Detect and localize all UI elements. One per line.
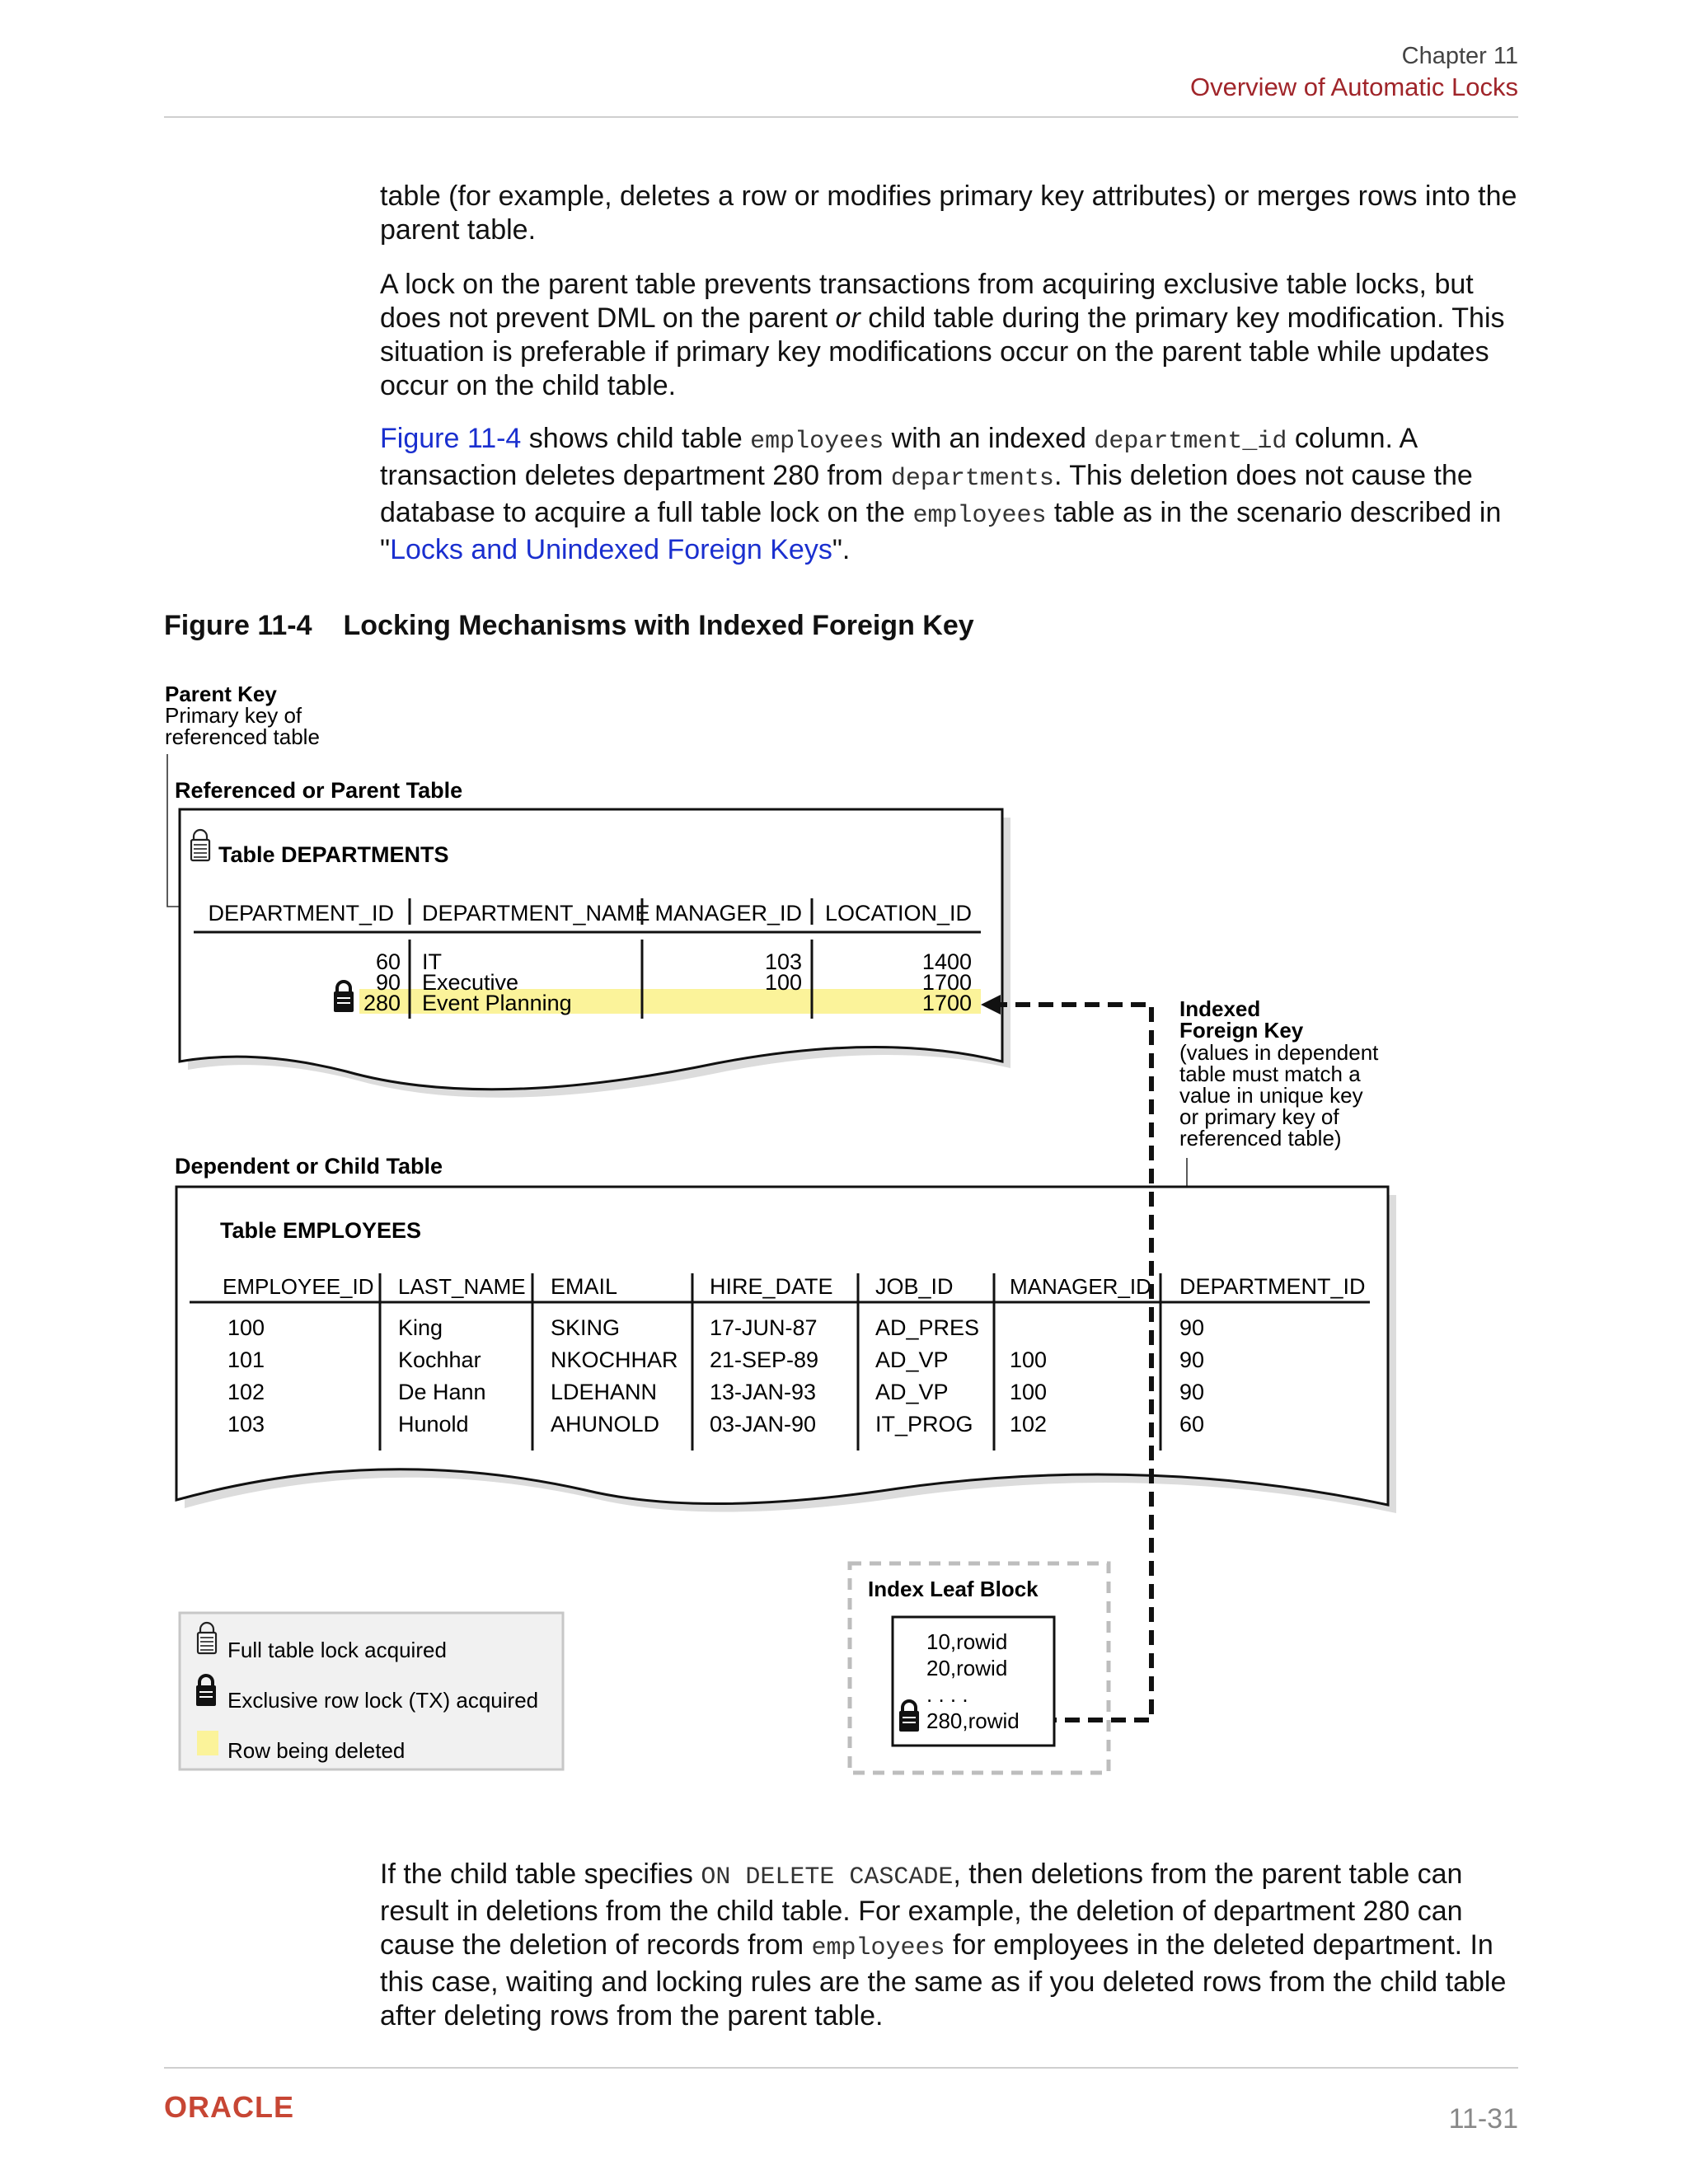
dept-cell: 103 (764, 949, 802, 974)
figure-title: Figure 11-4 Locking Mechanisms with Indexed Foreign Key (164, 610, 974, 641)
emp-cell: 60 (1179, 1412, 1205, 1436)
emp-cell: AD_VP (875, 1347, 949, 1372)
emp-cell: 101 (227, 1347, 265, 1372)
departments-title: Table DEPARTMENTS (218, 842, 449, 867)
col-department-id: DEPARTMENT_ID (208, 901, 394, 926)
legend-row-lock: Exclusive row lock (TX) acquired (227, 1688, 539, 1713)
paragraph-3: Figure 11-4 shows child table employees with an indexed department_id column. A transaction deletes department 280 from departments. This deletion does not cause the database to acquire a full table lock on the employees table as in the scenario described in "Locks and Unindexed Foreign Keys". (380, 423, 1502, 565)
fk-title-1: Indexed (1179, 996, 1261, 1021)
index-entry: 280,rowid (926, 1708, 1020, 1733)
emp-col-header: MANAGER_ID (1010, 1274, 1151, 1299)
code-employees-2: employees (912, 502, 1047, 530)
oracle-logo (164, 2093, 345, 2121)
index-entry: 10,rowid (926, 1629, 1008, 1654)
emp-col-header: JOB_ID (875, 1274, 954, 1299)
emp-col-header: EMPLOYEE_ID (223, 1274, 374, 1299)
footer-divider (164, 2067, 1518, 2069)
dept-cell: 1700 (921, 970, 972, 995)
emp-cell: LDEHANN (551, 1380, 658, 1404)
legend-highlight-swatch (197, 1731, 218, 1755)
fk-note-line: table must match a (1179, 1062, 1361, 1086)
paragraph-2: A lock on the parent table prevents transactions from acquiring exclusive table locks, but does not prevent DML on the parent or child table during the primary key modification. This situation is preferable if primary key modifications occur on the parent table while updates occur on the child table. (380, 269, 1505, 401)
emp-cell: 17-JUN-87 (710, 1315, 818, 1340)
section-title[interactable]: Overview of Automatic Locks (1190, 73, 1518, 101)
index-leaf-title: Index Leaf Block (868, 1577, 1039, 1601)
emp-cell: 102 (1010, 1412, 1048, 1436)
fk-note-line: value in unique key (1179, 1083, 1363, 1108)
code-employees-3: employees (811, 1934, 945, 1962)
emp-col-header: HIRE_DATE (710, 1274, 833, 1299)
unindexed-fk-link[interactable]: Locks and Unindexed Foreign Keys (390, 534, 832, 565)
emp-cell: 100 (227, 1315, 265, 1340)
emp-cell: 13-JAN-93 (710, 1380, 817, 1404)
index-entry: . . . . (926, 1682, 968, 1707)
fk-note-line: or primary key of (1179, 1104, 1339, 1129)
chapter-label: Chapter 11 (1401, 43, 1518, 69)
parent-key-line2: referenced table (165, 724, 320, 749)
emp-cell: 90 (1179, 1315, 1205, 1340)
code-departments: departments (890, 465, 1054, 493)
dept-cell: 100 (764, 970, 802, 995)
emp-cell: 21-SEP-89 (710, 1347, 819, 1372)
employees-title: Table EMPLOYEES (220, 1218, 422, 1243)
page-number: 11-31 (1448, 2103, 1518, 2135)
svg-text:ORACLE: ORACLE (164, 2093, 294, 2121)
code-on-delete-cascade: ON DELETE CASCADE (701, 1863, 954, 1891)
figure-link[interactable]: Figure 11-4 (380, 423, 522, 454)
parent-table-label: Referenced or Parent Table (175, 778, 463, 803)
fk-note-line: (values in dependent (1179, 1040, 1379, 1065)
emp-cell: AHUNOLD (551, 1412, 660, 1436)
emp-cell: De Hann (398, 1380, 486, 1404)
code-department-id: department_id (1094, 428, 1287, 456)
index-entry: 20,rowid (926, 1656, 1008, 1680)
dept-cell-deleted: 1700 (921, 991, 972, 1015)
dept-cell: IT (422, 949, 442, 974)
legend-full-lock: Full table lock acquired (227, 1638, 447, 1662)
dept-cell: 1400 (921, 949, 972, 974)
legend-deleted: Row being deleted (227, 1738, 406, 1763)
emp-cell: 100 (1010, 1347, 1048, 1372)
emp-cell: 100 (1010, 1380, 1048, 1404)
emp-cell: 03-JAN-90 (710, 1412, 817, 1436)
emp-col-header: LAST_NAME (398, 1274, 526, 1299)
dept-cell: 90 (375, 970, 401, 995)
dept-cell: Executive (422, 970, 519, 995)
emp-cell: Hunold (398, 1412, 469, 1436)
dept-cell-deleted: 280 (363, 991, 401, 1015)
emp-cell: 103 (227, 1412, 265, 1436)
emp-cell: 90 (1179, 1347, 1205, 1372)
paragraph-4: If the child table specifies ON DELETE CASCADE, then deletions from the parent table can result in deletions from the child table. For example, the deletion of department 280 can cause the deletion of records from employees for employees in the deleted department. In this case, waiting and locking rules are the same as if you deleted rows from the child table after deleting rows from the parent table. (380, 1858, 1507, 2032)
col-department-name: DEPARTMENT_NAME (422, 901, 650, 926)
emp-cell: 102 (227, 1380, 265, 1404)
col-location-id: LOCATION_ID (824, 901, 972, 926)
emp-cell: Kochhar (398, 1347, 481, 1372)
col-manager-id: MANAGER_ID (654, 901, 802, 926)
code-employees: employees (750, 428, 884, 456)
emp-col-header: EMAIL (551, 1274, 618, 1299)
emp-cell: IT_PROG (875, 1412, 973, 1436)
paragraph-1: table (for example, deletes a row or modifies primary key attributes) or merges rows into the parent table. (380, 180, 1517, 246)
emp-col-header: DEPARTMENT_ID (1179, 1274, 1366, 1299)
emp-cell: AD_VP (875, 1380, 949, 1404)
emp-cell: AD_PRES (875, 1315, 980, 1340)
emp-cell: King (398, 1315, 443, 1340)
parent-key-title: Parent Key (165, 682, 277, 706)
emp-cell: SKING (551, 1315, 621, 1340)
emp-cell: 90 (1179, 1380, 1205, 1404)
fk-note-line: referenced table) (1179, 1126, 1342, 1151)
dept-cell-deleted: Event Planning (422, 991, 572, 1015)
dept-cell: 60 (375, 949, 401, 974)
fk-title-2: Foreign Key (1179, 1018, 1304, 1043)
child-table-label: Dependent or Child Table (175, 1154, 443, 1179)
emp-cell: NKOCHHAR (551, 1347, 678, 1372)
parent-key-line1: Primary key of (165, 703, 302, 728)
